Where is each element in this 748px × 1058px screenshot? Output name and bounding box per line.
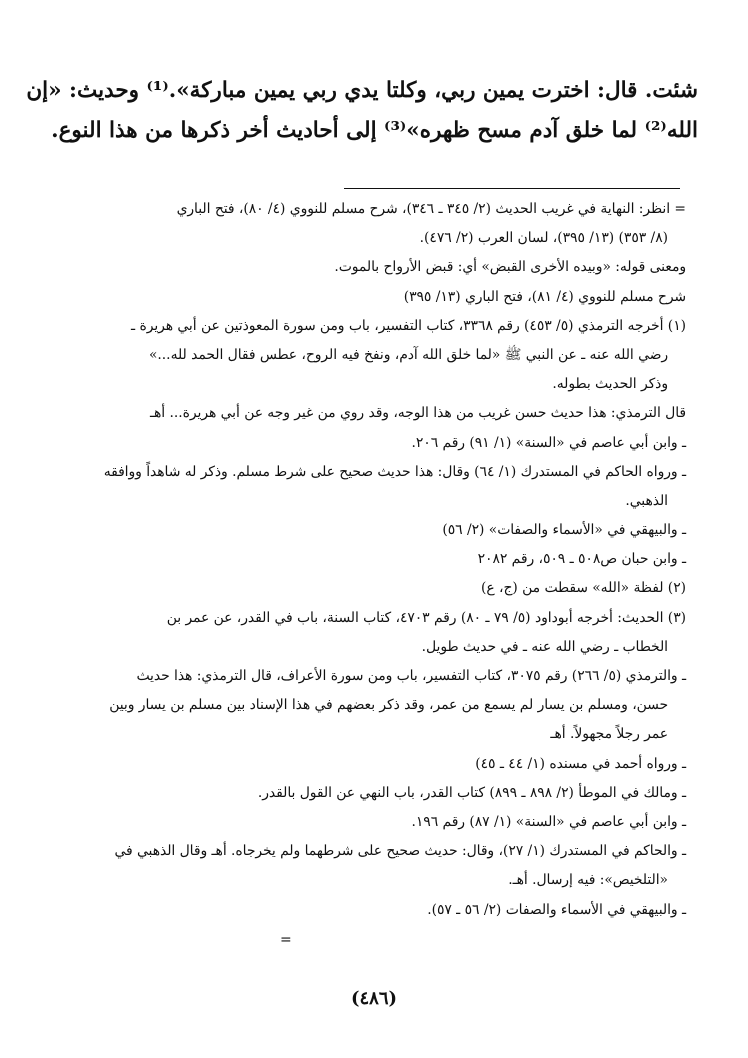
footnote-line: «التلخيص»: فيه إرسال. أهـ. xyxy=(508,872,668,889)
continuation-mark: = xyxy=(280,932,292,948)
footnote-line: ـ وابن أبي عاصم في «السنة» (١/ ٩١) رقم ٢٠٦. xyxy=(411,434,686,451)
footnote-line: = انظر: النهاية في غريب الحديث (٢/ ٣٤٥ ـ ٣٤٦)، شرح مسلم للنووي (٤/ ٨٠)، فتح الباري xyxy=(176,201,686,217)
footnote-line: ـ ورواه أحمد في مسنده (١/ ٤٤ ـ ٤٥) xyxy=(475,755,686,772)
footnote-line: حسن، ومسلم بن يسار لم يسمع من عمر، وقد ذكر بعضهم في هذا الإسناد بين مسلم بن يسار وبين xyxy=(109,697,668,714)
footnote-line: ـ وابن أبي عاصم في «السنة» (١/ ٨٧) رقم ١٩٦. xyxy=(411,813,686,830)
footnote-line: الذهبي. xyxy=(625,492,668,509)
footnote-line: وذكر الحديث بطوله. xyxy=(552,376,668,393)
footnote-line: ـ والحاكم في المستدرك (١/ ٢٧)، وقال: حديث صحيح على شرطهما ولم يخرجاه. أهـ وقال الذهبي في xyxy=(114,843,686,860)
footnote-line: (١) أخرجه الترمذي (٥/ ٤٥٣) رقم ٣٣٦٨، كتاب التفسير، باب ومن سورة المعوذتين عن أبي هريرة ـ xyxy=(131,317,686,334)
footnote-line: ـ ومالك في الموطأ (٢/ ٨٩٨ ـ ٨٩٩) كتاب القدر، باب النهي عن القول بالقدر. xyxy=(257,784,686,801)
footnote-line: ـ والترمذي (٥/ ٢٦٦) رقم ٣٠٧٥، كتاب التفسير، باب ومن سورة الأعراف، قال الترمذي: هذا حديث xyxy=(136,668,686,684)
footnote-line: (٢) لفظة «الله» سقطت من (ج، ع) xyxy=(481,580,686,597)
footnote-line: ـ والبيهقي في «الأسماء والصفات» (٢/ ٥٦) xyxy=(442,522,686,539)
footnote-line: (٨/ ٣٥٣) (١٣/ ٣٩٥)، لسان العرب (٢/ ٤٧٦). xyxy=(419,230,668,247)
footnote-line: شرح مسلم للنووي (٤/ ٨١)، فتح الباري (١٣/ ٣٩٥) xyxy=(403,288,686,305)
footnote-line: ومعنى قوله: «وبيده الأخرى القبض» أي: قبض الأرواح بالموت. xyxy=(334,259,686,276)
footnote-line: عمر رجلاً مجهولاً. أهـ xyxy=(550,726,668,743)
footnote-line: (٣) الحديث: أخرجه أبوداود (٥/ ٧٩ ـ ٨٠) رقم ٤٧٠٣، كتاب السنة، باب في القدر، عن عمر بن xyxy=(166,609,686,626)
main-text-line-1: شئت. قال: اخترت يمين ربي، وكلتا يدي ربي يمين مباركة».⁽¹⁾ وحديث: «إن xyxy=(26,78,698,103)
footnote-divider xyxy=(344,188,680,189)
footnote-line: رضي الله عنه ـ عن النبي ﷺ «لما خلق الله آدم، ونفخ فيه الروح، عطس فقال الحمد لله...» xyxy=(148,346,668,363)
footnote-line: الخطاب ـ رضي الله عنه ـ في حديث طويل. xyxy=(421,638,668,655)
footnote-line: ـ ورواه الحاكم في المستدرك (١/ ٦٤) وقال: هذا حديث صحيح على شرط مسلم. وذكر له شاهداً ووافقه xyxy=(103,463,686,480)
page-number: (٤٨٦) xyxy=(350,988,398,1009)
footnote-line: ـ والبيهقي في الأسماء والصفات (٢/ ٥٦ ـ ٥٧). xyxy=(427,901,686,918)
main-text-block xyxy=(26,74,698,154)
main-text-line-2: الله⁽²⁾ لما خلق آدم مسح ظهره»⁽³⁾ إلى أحاديث أخر ذكرها من هذا النوع. xyxy=(51,118,698,143)
footnote-line: ـ وابن حبان ص٥٠٨ ـ ٥٠٩، رقم ٢٠٨٢ xyxy=(477,551,686,568)
footnotes-block xyxy=(40,199,686,929)
footnote-line: قال الترمذي: هذا حديث حسن غريب من هذا الوجه، وقد روي من غير وجه عن أبي هريرة... أهـ xyxy=(149,405,686,422)
